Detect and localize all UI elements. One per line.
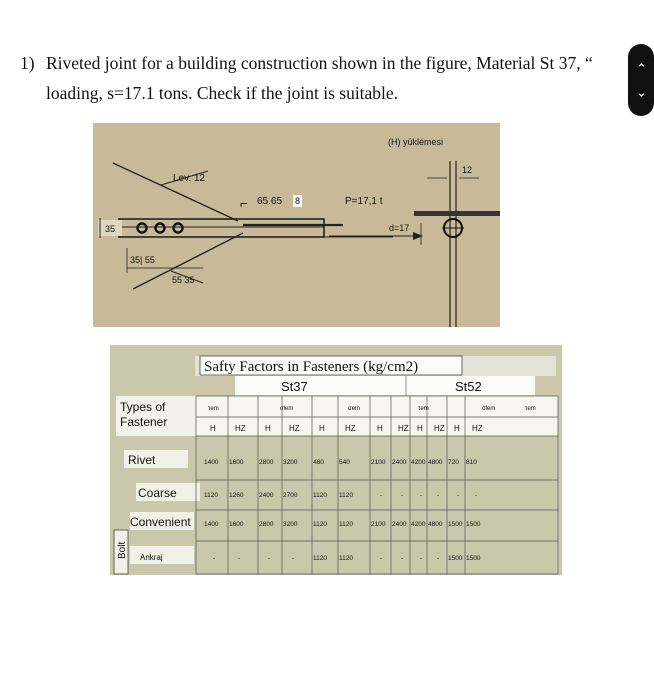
table-cell: 2800: [259, 459, 274, 466]
table-cell: 1120: [313, 555, 327, 562]
chevron-down-icon[interactable]: ›: [633, 92, 649, 98]
load-case-label: H: [210, 424, 216, 433]
table-cell: 1120: [204, 492, 218, 499]
load-case-label: H: [454, 424, 460, 433]
table-cell: 1500: [466, 521, 481, 528]
load-case-label: HZ: [472, 424, 483, 433]
table-cell: 1120: [339, 492, 353, 499]
table-title: Safty Factors in Fasteners (kg/cm2): [204, 359, 419, 375]
load-case-label: HZ: [235, 424, 246, 433]
svg-text:35: 35: [105, 224, 116, 234]
table-cell: -: [437, 492, 440, 499]
table-cell: 4800: [428, 459, 443, 466]
row-label: Coarse: [138, 486, 177, 500]
table-cell: 3200: [283, 459, 298, 466]
table-cell: -: [437, 555, 440, 562]
table-cell: 1120: [339, 521, 353, 528]
table-cell: -: [380, 492, 383, 499]
table-cell: 1120: [313, 521, 327, 528]
load-case-label: HZ: [289, 424, 300, 433]
table-cell: 2700: [283, 492, 298, 499]
table-cell: -: [380, 555, 383, 562]
svg-text:P=17,1 t: P=17,1 t: [345, 196, 383, 207]
safety-factor-table: [110, 345, 562, 575]
stress-symbol: τem: [208, 406, 219, 412]
question-statement: Riveted joint for a building construction shown in the figure, Material St 37, “: [46, 53, 593, 73]
table-cell: 1600: [229, 521, 244, 528]
table-cell: -: [420, 492, 423, 499]
table-cell: 2100: [371, 521, 386, 528]
svg-text:d=17: d=17: [389, 223, 410, 233]
table-cell: 1260: [229, 492, 244, 499]
table-cell: -: [420, 555, 423, 562]
load-case-label: HZ: [345, 424, 356, 433]
table-cell: -: [238, 555, 241, 562]
table-cell: 1600: [229, 459, 244, 466]
table-cell: 4200: [411, 521, 426, 528]
st52-header: St52: [455, 379, 482, 394]
load-case-label: H: [417, 424, 423, 433]
stress-symbol: σem: [348, 406, 361, 412]
page-navigator: [628, 44, 654, 116]
svg-text:Lev. 12: Lev. 12: [173, 173, 206, 184]
table-cell: -: [475, 492, 478, 499]
table-cell: 1500: [448, 555, 463, 562]
row-label: Convenient: [130, 515, 191, 529]
load-case-label: H: [265, 424, 271, 433]
stress-symbol: τem: [525, 406, 536, 412]
svg-text:55 35: 55 35: [172, 275, 195, 285]
table-cell: 1500: [466, 555, 481, 562]
table-cell: 4200: [411, 459, 426, 466]
load-case-label: HZ: [398, 424, 409, 433]
stress-symbol: σlem: [280, 406, 294, 412]
question-line-2: loading, s=17.1 tons. Check if the joint is suitable.: [46, 83, 399, 103]
question-line-1: [20, 48, 600, 78]
load-case-label: H: [319, 424, 325, 433]
load-case-label: H: [377, 424, 383, 433]
table-cell: 4800: [428, 521, 443, 528]
table-cell: 3200: [283, 521, 298, 528]
table-cell: 540: [339, 459, 350, 466]
table-cell: -: [292, 555, 295, 562]
table-cell: 1500: [448, 521, 463, 528]
table-cell: 1120: [313, 492, 327, 499]
svg-text:8: 8: [295, 196, 301, 206]
row-label: Rivet: [128, 453, 156, 467]
table-cell: 1400: [204, 521, 219, 528]
table-cell: 1120: [339, 555, 353, 562]
joint-figure: [93, 123, 500, 327]
stress-symbol: τem: [418, 406, 429, 412]
svg-text:65.65: 65.65: [257, 196, 283, 207]
svg-text:(H) yüklémesi: (H) yüklémesi: [388, 137, 444, 147]
table-cell: 2400: [392, 521, 407, 528]
table-cell: -: [213, 555, 216, 562]
table-cell: -: [401, 492, 404, 499]
stress-symbol: σlem: [482, 406, 496, 412]
types-label: Types of: [120, 400, 166, 414]
chevron-up-icon[interactable]: ‹: [633, 62, 649, 68]
st37-header: St37: [281, 379, 308, 394]
table-cell: 1400: [204, 459, 219, 466]
svg-text:⌐: ⌐: [240, 196, 248, 211]
table-cell: 810: [466, 459, 477, 466]
table-cell: 480: [313, 459, 324, 466]
table-cell: 2800: [259, 521, 274, 528]
bolt-label: Bolt: [117, 541, 128, 559]
table-cell: 720: [448, 459, 459, 466]
svg-text:Fastener: Fastener: [120, 415, 168, 429]
table-cell: -: [457, 492, 460, 499]
table-cell: 2400: [259, 492, 274, 499]
question-text: [20, 48, 600, 108]
load-case-label: HZ: [434, 424, 445, 433]
question-number: 1): [20, 53, 35, 73]
table-cell: 2100: [371, 459, 386, 466]
table-cell: 2400: [392, 459, 407, 466]
svg-text:35| 55: 35| 55: [130, 255, 155, 265]
svg-text:12: 12: [462, 165, 473, 175]
table-cell: -: [401, 555, 404, 562]
row-label: Ankraj: [140, 553, 163, 562]
table-cell: -: [268, 555, 271, 562]
